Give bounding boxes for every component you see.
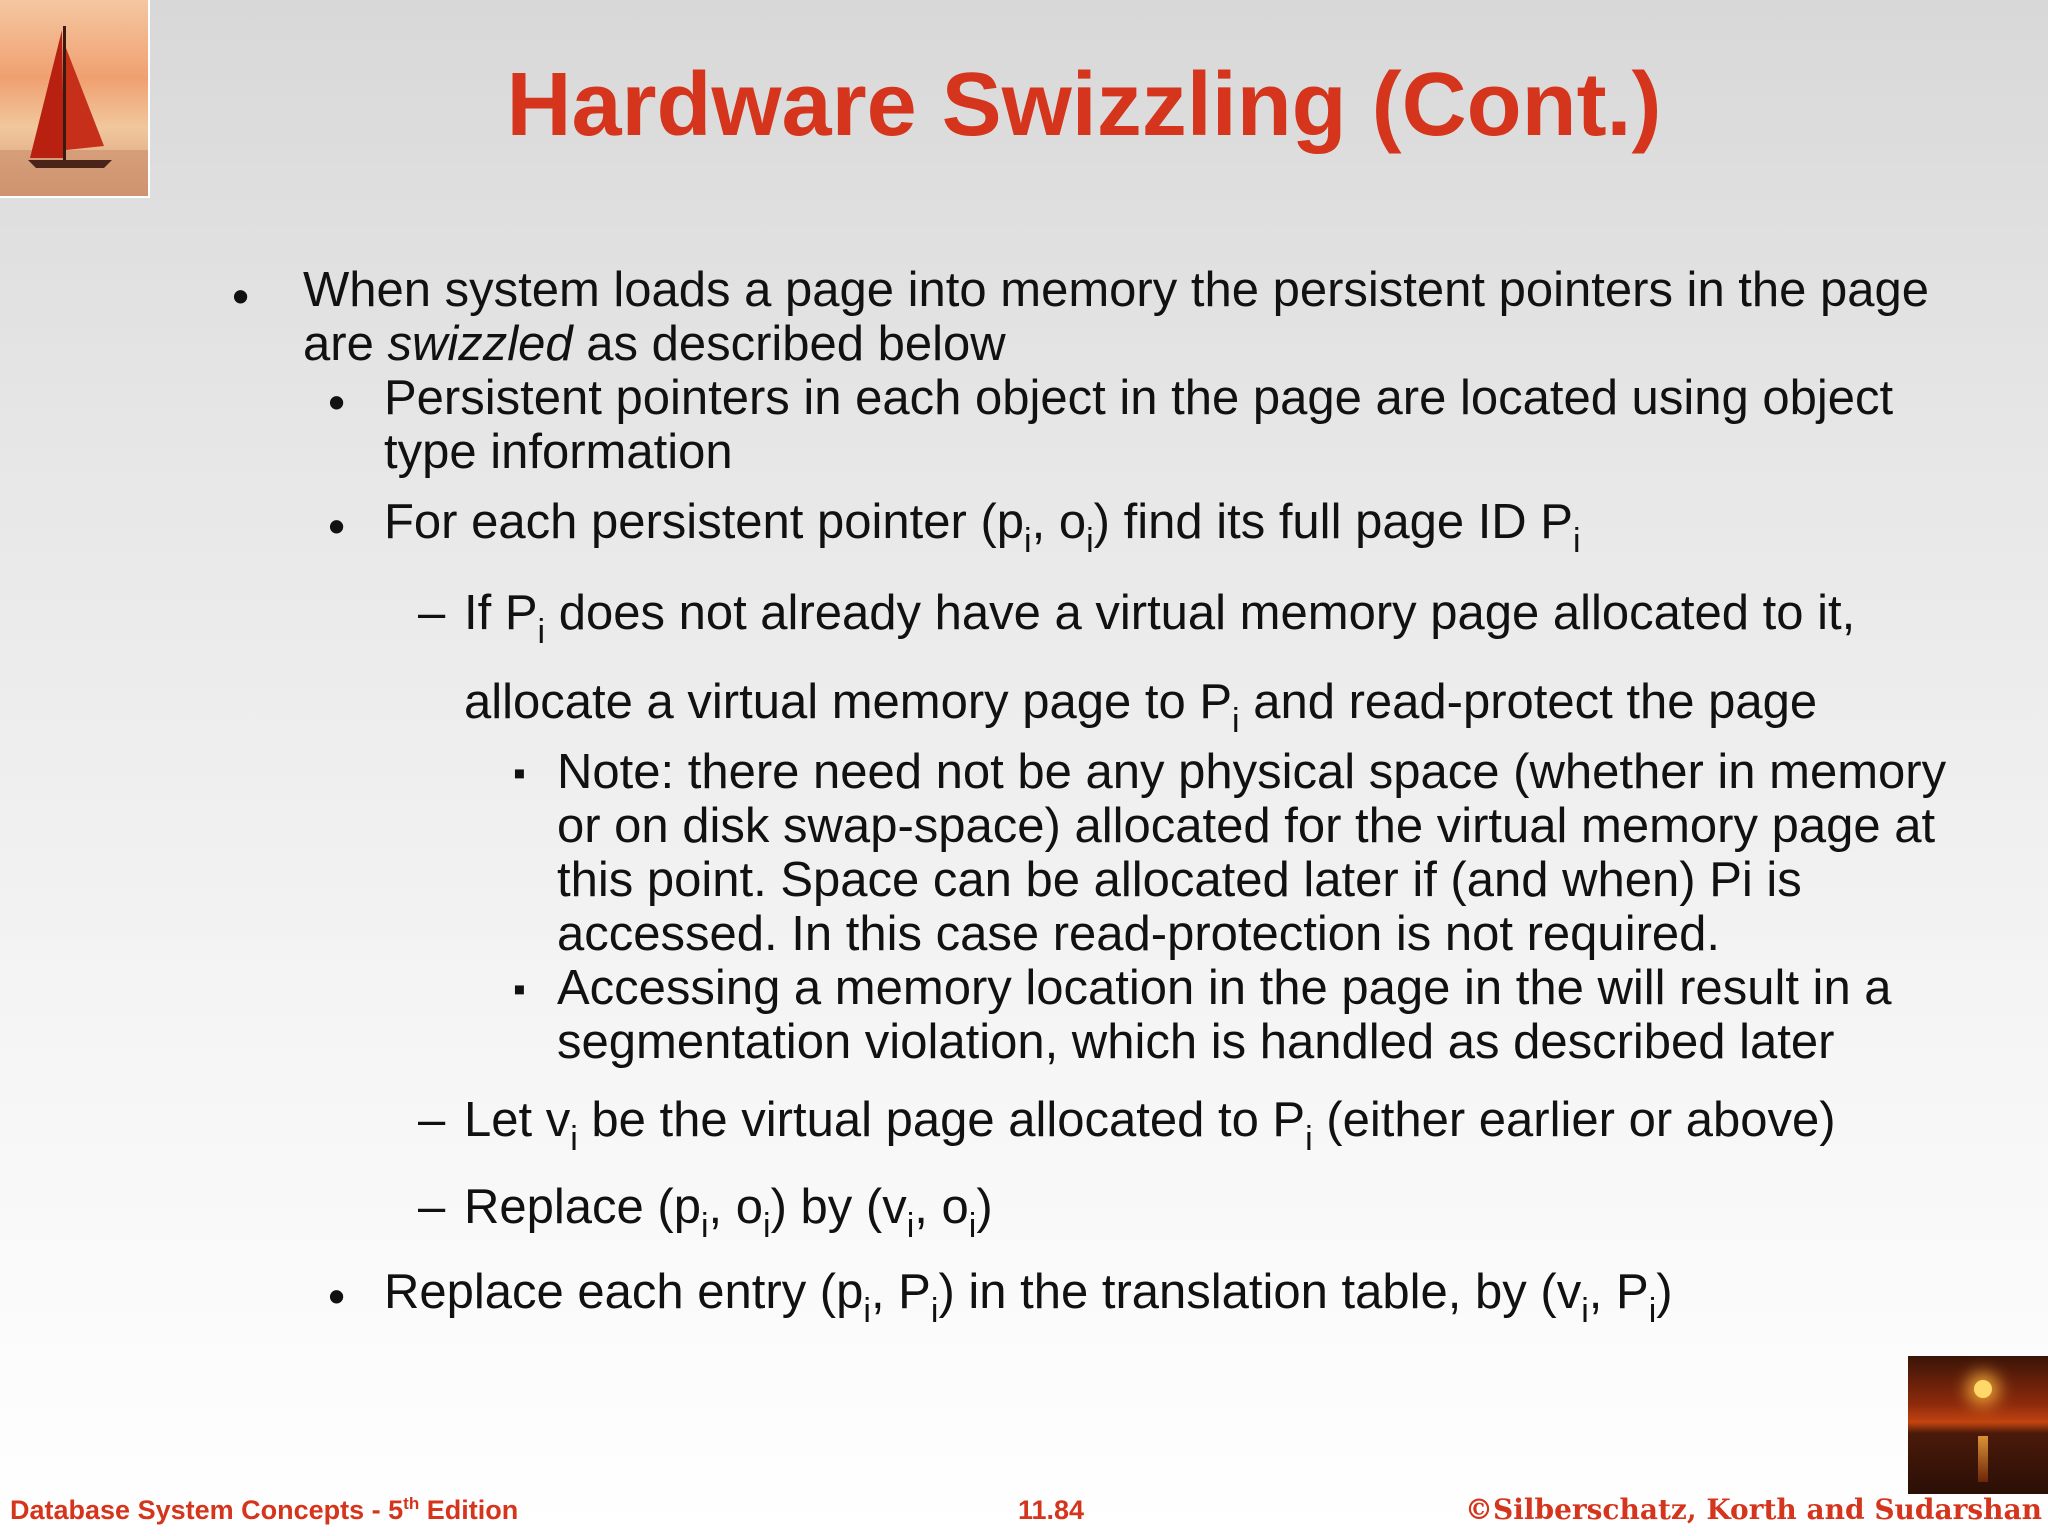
text-segment: , o (914, 1180, 969, 1234)
text-segment: be the virtual page allocated to P (577, 1093, 1306, 1147)
slide-title: Hardware Swizzling (Cont.) (506, 55, 1662, 155)
text-segment: , o (1031, 495, 1087, 549)
text-segment: , o (708, 1180, 764, 1234)
text-segment: , P (1588, 1265, 1649, 1319)
dash-1-line-2 (464, 675, 1818, 740)
text-segment: , P (870, 1265, 931, 1319)
superscript: th (403, 1494, 420, 1513)
subscript: i (1305, 1120, 1313, 1158)
text-segment: Replace each entry (p (384, 1265, 864, 1319)
bullet-marker: • (232, 270, 250, 324)
text-segment: allocate a virtual memory page to P (464, 675, 1233, 729)
footer-copyright: ©Silberschatz, Korth and Sudarshan (1465, 1493, 2042, 1526)
bullet-1-line-1: When system loads a page into memory the persistent pointers in the page (303, 263, 1930, 317)
text-segment: Replace (p (464, 1180, 701, 1234)
subscript: i (1573, 522, 1581, 560)
dash-marker: – (418, 586, 446, 640)
subscript: i (1648, 1292, 1657, 1330)
footer-page-number: 11.84 (1018, 1495, 1085, 1525)
text-segment: ) by (v (770, 1180, 907, 1234)
text-segment: Let v (464, 1093, 571, 1147)
square-marker: ▪ (513, 968, 526, 1009)
subscript: i (930, 1292, 939, 1330)
note-1-line-3: this point. Space can be allocated later if (and when) Pi is (557, 853, 1802, 907)
subbullet-4 (384, 1265, 1673, 1330)
subbullet-2-line-1: Persistent pointers in each object in the page are located using object (384, 371, 1894, 425)
bullet-1-line-2 (303, 317, 1006, 371)
subscript: i (1024, 522, 1032, 560)
subscript: i (570, 1120, 578, 1158)
text-segment: (either earlier or above) (1312, 1093, 1836, 1147)
subbullet-3 (384, 495, 1581, 560)
subscript: i (863, 1292, 871, 1330)
subscript: i (906, 1207, 915, 1245)
sun-shape (1974, 1380, 1992, 1398)
dash-1-line-1 (464, 586, 1856, 651)
footer-book-title (10, 1494, 518, 1526)
note-1-line-1: Note: there need not be any physical space (whether in memory (557, 745, 1947, 799)
text-segment: ) find its full page ID P (1093, 495, 1573, 549)
text-segment: If P (464, 586, 538, 640)
bullet-marker: • (328, 376, 346, 430)
note-1-line-4: accessed. In this case read-protection is not required. (557, 907, 1721, 961)
subscript: i (700, 1207, 709, 1245)
text-segment: Database System Concepts - 5 (10, 1495, 404, 1525)
text-segment: Edition (419, 1495, 519, 1525)
subscript: i (1086, 522, 1094, 560)
subscript: i (1232, 702, 1240, 740)
square-marker: ▪ (513, 752, 526, 793)
text-segment: ) in the translation table, by (v (938, 1265, 1582, 1319)
text-segment: and read-protect the page (1239, 675, 1818, 729)
text-segment: For each persistent pointer (p (384, 495, 1025, 549)
text-segment: as described below (572, 317, 1006, 371)
dash-3 (464, 1180, 993, 1245)
note-2-line-2: segmentation violation, which is handled as described later (557, 1015, 1835, 1069)
sun-reflection (1978, 1436, 1988, 1482)
text-segment: ) (976, 1180, 993, 1234)
note-1-line-2: or on disk swap-space) allocated for the virtual memory page at (557, 799, 1936, 853)
subbullet-2-line-2: type information (384, 425, 733, 479)
bullet-marker: • (328, 500, 346, 554)
subscript: i (763, 1207, 771, 1245)
bullet-marker: • (328, 1270, 346, 1324)
note-2-line-1: Accessing a memory location in the page in the will result in a (557, 961, 1892, 1015)
text-segment: are (303, 317, 388, 371)
dash-2 (464, 1093, 1836, 1158)
dash-marker: – (418, 1093, 446, 1147)
subscript: i (1581, 1292, 1589, 1330)
sunset-image (1908, 1356, 2048, 1494)
emphasis-swizzled: swizzled (387, 317, 573, 371)
subscript: i (537, 613, 546, 651)
text-segment: does not already have a virtual memory page allocated to it, (545, 586, 1856, 640)
dash-marker: – (418, 1180, 446, 1234)
text-segment: ) (1656, 1265, 1673, 1319)
subscript: i (968, 1207, 977, 1245)
